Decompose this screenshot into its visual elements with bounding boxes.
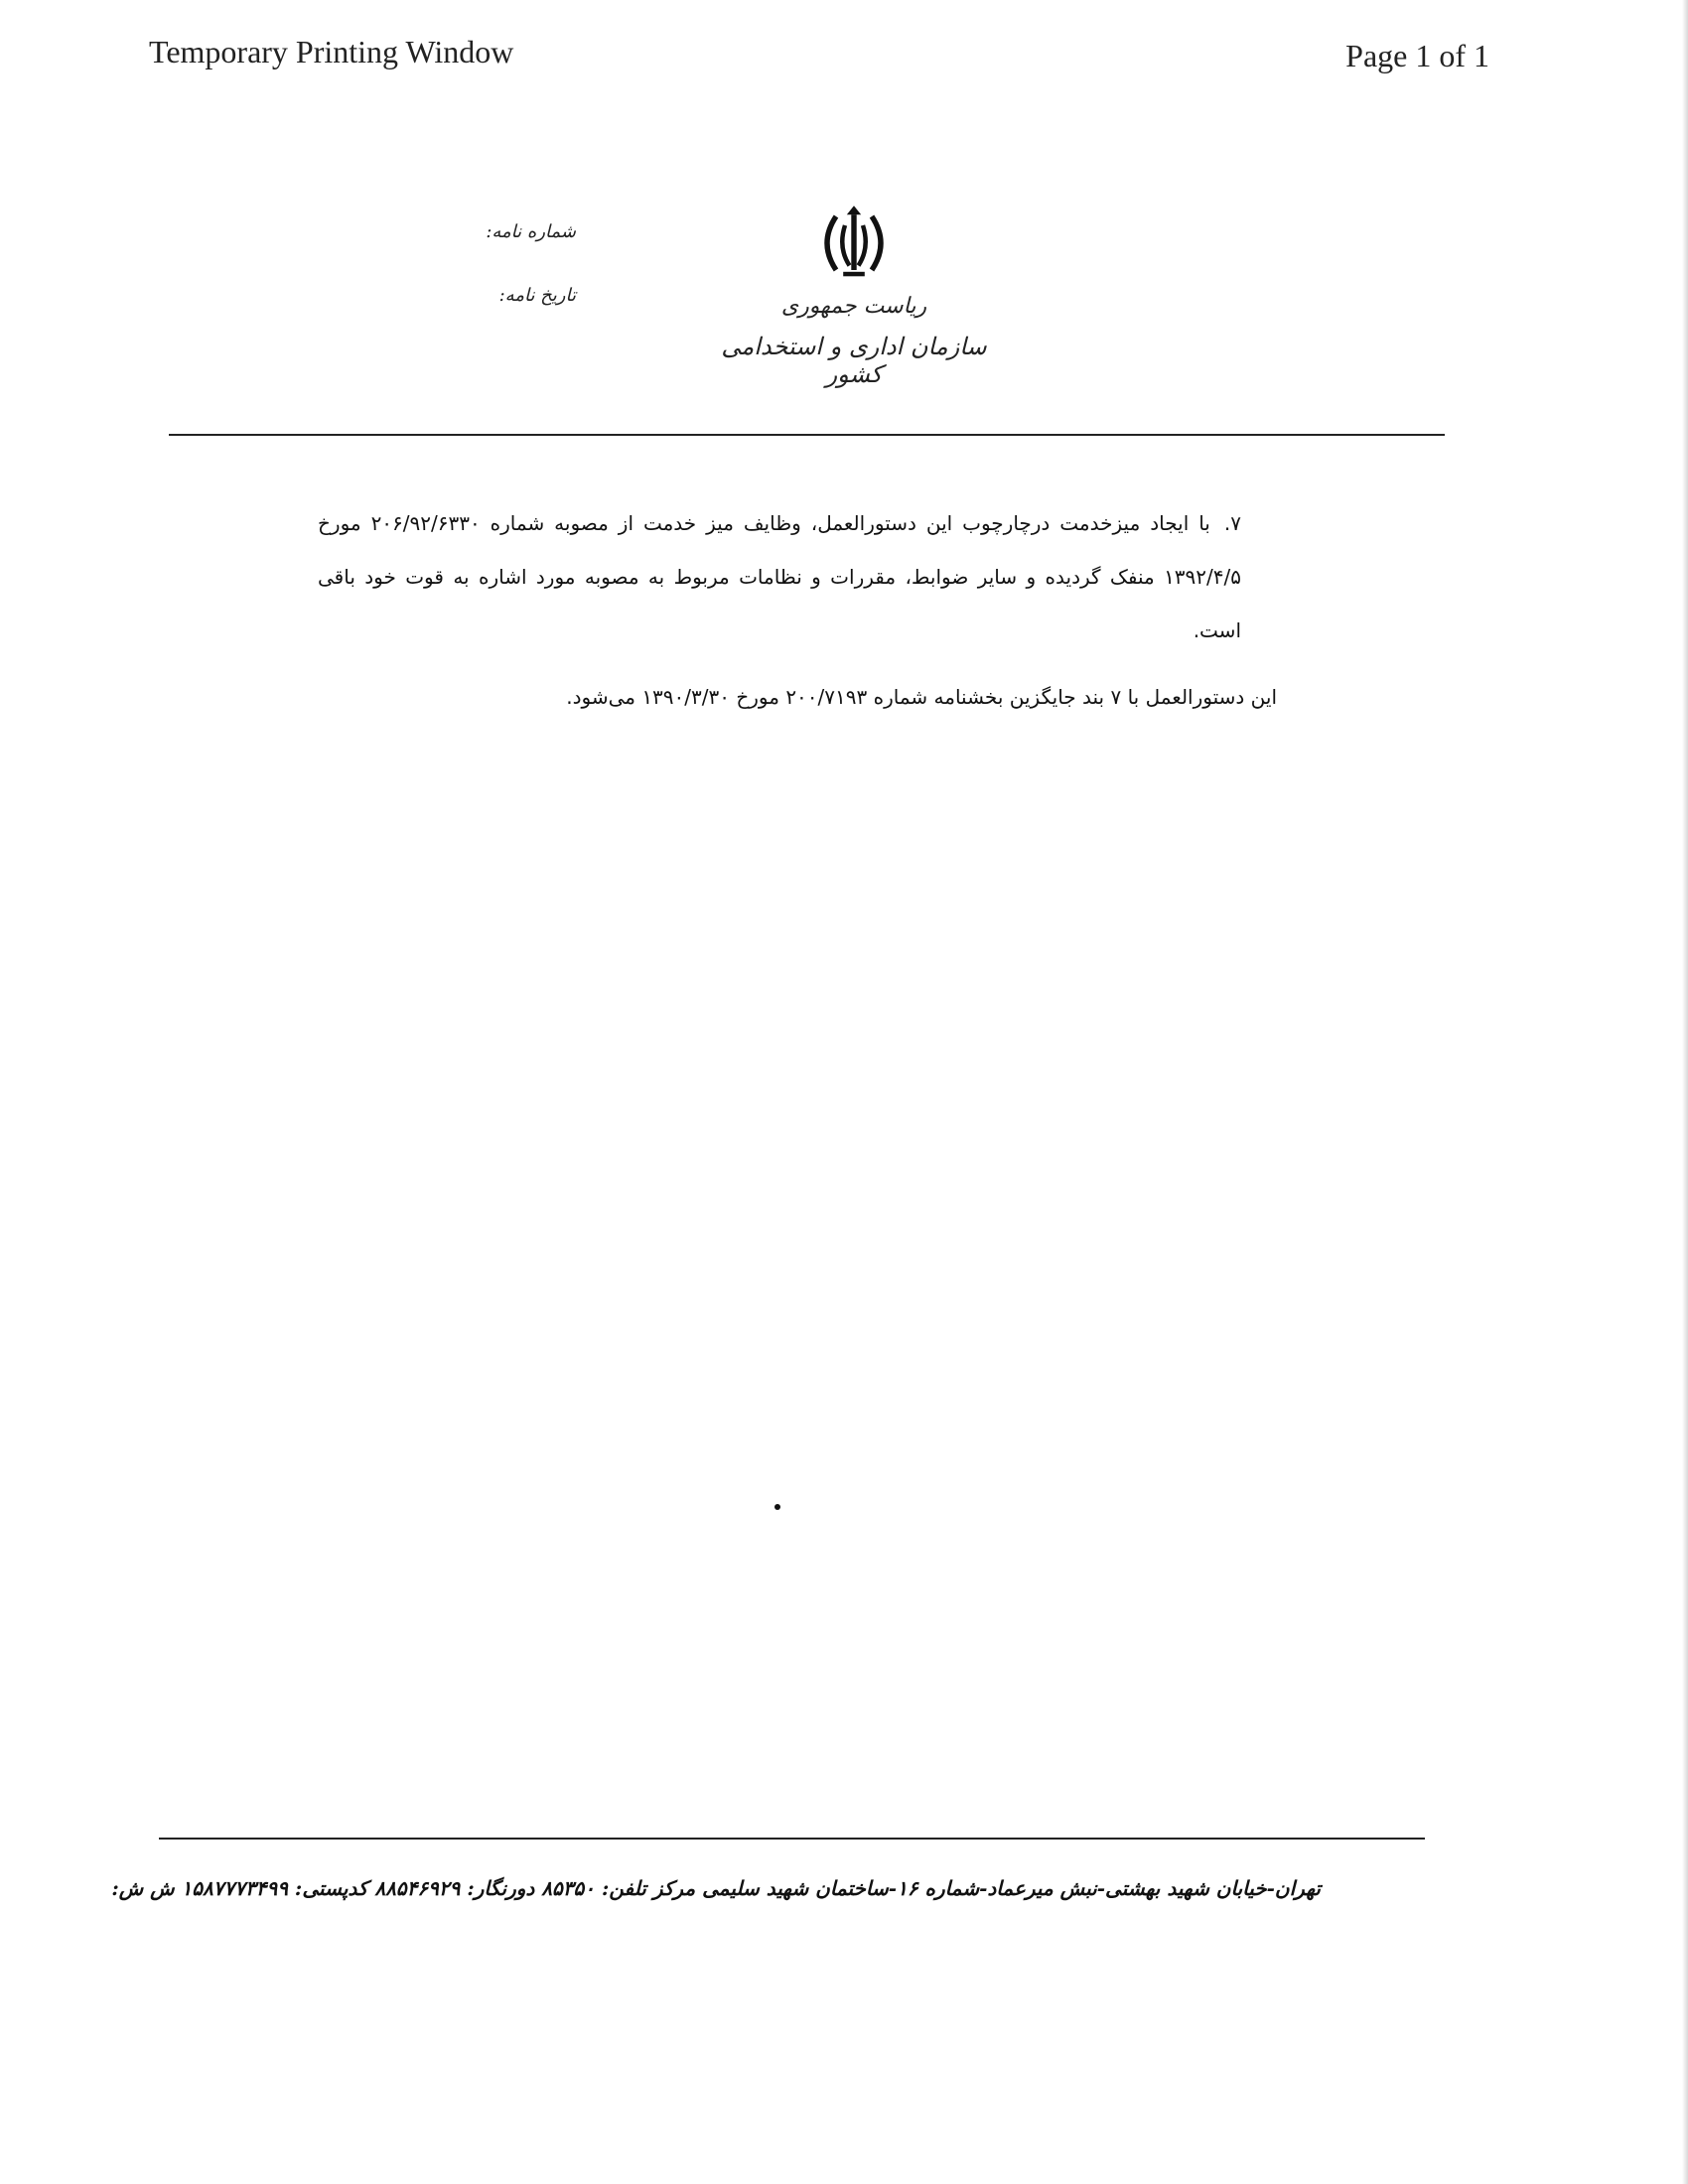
footer-address: تهران-خیابان شهید بهشتی-نبش میرعماد-شماره ۱۶-ساختمان شهید سلیمی مرکز تلفن: ۸۵۳۵۰ دورنگار: ۸۸۵۴۶۹۲۹ کدپستی: ۱۵۸۷۷۷۳۴۹۹ ش ش:: [111, 1876, 1321, 1900]
print-window-title: Temporary Printing Window: [149, 34, 514, 69]
closing-statement: این دستورالعمل با ۷ بند جایگزین بخشنامه شماره ۲۰۰/۷۱۹۳ مورخ ۱۳۹۰/۳/۳۰ می‌شود.: [566, 685, 1277, 709]
organization-name: سازمان اداری و استخدامی کشور: [721, 333, 987, 388]
header-divider: [169, 434, 1445, 436]
clause-seven: [318, 496, 1241, 657]
clause-number: ۷.: [1223, 511, 1241, 535]
presidency-label: ریاست جمهوری: [780, 294, 927, 319]
letter-number-label: شماره نامه:: [486, 221, 576, 242]
page-edge-shadow: [1682, 0, 1688, 2184]
clause-text: با ایجاد میزخدمت درچارچوب این دستورالعمل، وظایف میز خدمت از مصوبه شماره ۲۰۶/۹۲/۶۳۳۰ مورخ ۱۳۹۲/۴/۵ منفک گردیده و سایر ضوابط، مقررات و نظامات مربوط به مصوبه مورد اشاره به قوت خود باقی است.: [318, 511, 1241, 642]
letterhead: [695, 199, 1013, 397]
page-number-label: Page 1 of 1: [1345, 38, 1489, 73]
letter-date-label: تاریخ نامه:: [498, 285, 576, 306]
footer-divider: [159, 1838, 1425, 1840]
iran-emblem-icon: [809, 199, 899, 288]
scan-speck: [774, 1504, 780, 1510]
print-header: [149, 34, 1489, 83]
letter-meta-fields: [457, 213, 576, 341]
